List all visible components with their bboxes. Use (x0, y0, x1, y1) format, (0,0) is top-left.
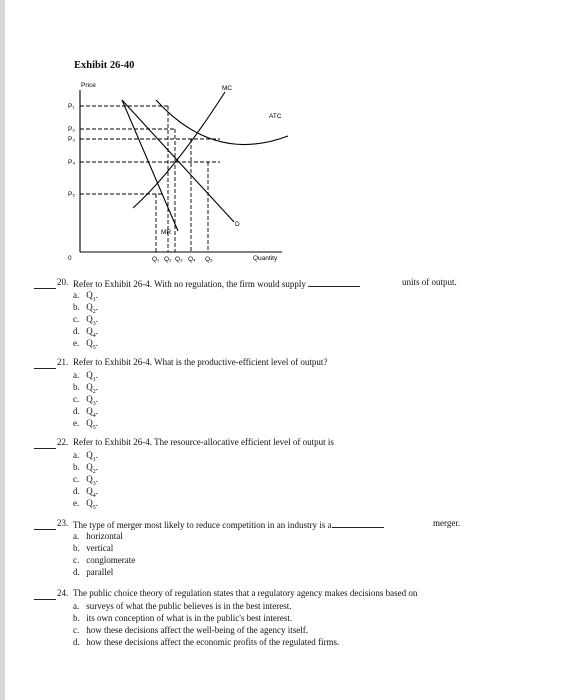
option-e[interactable] (73, 337, 98, 349)
option-text: parallel (86, 567, 114, 577)
option-b[interactable] (73, 461, 98, 473)
option-letter: c. (73, 474, 80, 484)
option-subscript: 1 (92, 456, 96, 463)
option-subscript: 4 (92, 332, 96, 339)
option-period: . (95, 498, 98, 508)
exhibit-graph (60, 76, 290, 266)
option-period: . (95, 450, 98, 460)
origin-label: 0 (68, 255, 72, 262)
option-letter: d. (73, 567, 80, 577)
option-period: . (95, 394, 98, 404)
option-letter: b. (73, 382, 80, 392)
option-letter: a. (73, 290, 80, 300)
option-b[interactable] (73, 612, 339, 624)
question-stem (73, 518, 384, 530)
option-text: Q (86, 314, 93, 324)
price-label-1: P₁ (68, 103, 75, 110)
quantity-label-2: Q₂ (164, 256, 172, 263)
option-b[interactable] (73, 381, 98, 393)
mc-label: MC (222, 85, 233, 92)
option-period: . (95, 326, 98, 336)
option-text: vertical (86, 543, 114, 553)
option-letter: b. (73, 462, 80, 472)
option-subscript: 1 (92, 296, 96, 303)
option-text: Q (86, 474, 93, 484)
option-c[interactable] (73, 313, 98, 325)
option-text: Q (86, 382, 93, 392)
option-letter: e. (73, 418, 80, 428)
option-letter: a. (73, 450, 80, 460)
option-text: how these decisions affect the well-being of the agency itself. (86, 625, 309, 635)
option-subscript: 3 (92, 320, 96, 327)
option-d[interactable] (73, 405, 98, 417)
question-number: 24. (57, 588, 69, 598)
question-stem: The public choice theory of regulation states that a regulatory agency makes decisions based on (73, 588, 418, 598)
option-letter: e. (73, 338, 80, 348)
option-letter: b. (73, 613, 80, 623)
option-a[interactable] (73, 289, 98, 301)
option-a[interactable] (73, 369, 98, 381)
question-stem: Refer to Exhibit 26-4. What is the productive-efficient level of output? (73, 357, 328, 367)
mc-curve (133, 92, 225, 208)
option-subscript: 5 (92, 344, 96, 351)
option-text: Q (86, 486, 93, 496)
fill-in-line[interactable] (308, 277, 360, 287)
exhibit-title: Exhibit 26-40 (74, 60, 135, 71)
option-subscript: 4 (92, 492, 96, 499)
stem-tail: units of output. (402, 277, 457, 287)
option-subscript: 2 (92, 388, 96, 395)
option-period: . (95, 314, 98, 324)
answer-blank[interactable] (34, 529, 56, 530)
fill-in-line[interactable] (332, 518, 384, 528)
option-text: how these decisions affect the economic profits of the regulated firms. (86, 637, 340, 647)
option-text: Q (86, 338, 93, 348)
atc-label: ATC (269, 113, 282, 120)
option-d[interactable] (73, 485, 98, 497)
question-number: 21. (57, 357, 69, 367)
option-text: Q (86, 406, 93, 416)
stem-text: Refer to Exhibit 26-4. With no regulation, the firm would supply (73, 279, 306, 289)
option-subscript: 5 (92, 504, 96, 511)
page-left-edge (0, 0, 5, 700)
option-period: . (95, 418, 98, 428)
option-text: Q (86, 302, 93, 312)
option-period: . (95, 370, 98, 380)
option-period: . (95, 406, 98, 416)
option-letter: b. (73, 543, 80, 553)
option-text: Q (86, 418, 93, 428)
option-d[interactable] (73, 325, 98, 337)
option-list (73, 289, 98, 349)
option-letter: d. (73, 637, 80, 647)
question-number: 22. (57, 437, 69, 447)
quantity-label-3: Q₃ (175, 256, 183, 263)
quantity-label-5: Q₅ (205, 256, 213, 263)
option-text: Q (86, 370, 93, 380)
option-b[interactable] (73, 301, 98, 313)
question-number: 23. (57, 518, 69, 528)
option-letter: a. (73, 531, 80, 541)
option-subscript: 1 (92, 376, 96, 383)
option-text: Q (86, 326, 93, 336)
option-period: . (95, 462, 98, 472)
option-letter: c. (73, 555, 80, 565)
price-label-3: P₃ (68, 136, 75, 143)
option-period: . (95, 290, 98, 300)
mr-curve (122, 100, 178, 231)
answer-blank[interactable] (34, 368, 56, 369)
option-letter: c. (73, 625, 80, 635)
option-text: Q (86, 290, 93, 300)
option-letter: d. (73, 326, 80, 336)
option-text: its own conception of what is in the public's best interest. (86, 613, 293, 623)
x-axis-label: Quantity (253, 255, 278, 262)
y-axis-label: Price (81, 82, 96, 89)
option-text: conglomerate (86, 555, 136, 565)
price-label-4: P₄ (68, 159, 75, 166)
option-letter: c. (73, 314, 80, 324)
option-text: Q (86, 450, 93, 460)
option-subscript: 2 (92, 468, 96, 475)
option-letter: a. (73, 601, 80, 611)
demand-curve (122, 100, 234, 222)
option-letter: d. (73, 486, 80, 496)
demand-label: D (235, 221, 240, 228)
answer-blank[interactable] (34, 599, 56, 600)
option-d[interactable] (73, 566, 135, 578)
option-text: Q (86, 462, 93, 472)
price-label-2: P₂ (68, 126, 75, 133)
option-period: . (95, 474, 98, 484)
option-subscript: 5 (92, 424, 96, 431)
question-number: 20. (57, 277, 69, 287)
option-letter: e. (73, 498, 80, 508)
option-a[interactable] (73, 449, 98, 461)
option-c[interactable] (73, 554, 135, 566)
option-list (73, 369, 98, 429)
option-subscript: 3 (92, 480, 96, 487)
option-subscript: 3 (92, 400, 96, 407)
option-c[interactable] (73, 624, 339, 636)
option-a[interactable] (73, 600, 339, 612)
option-b[interactable] (73, 542, 135, 554)
option-period: . (95, 302, 98, 312)
option-text: Q (86, 394, 93, 404)
option-period: . (95, 486, 98, 496)
option-e[interactable] (73, 417, 98, 429)
question-stem (73, 277, 360, 289)
price-label-5: P₅ (68, 191, 75, 198)
quantity-label-4: Q₄ (188, 256, 196, 263)
option-letter: b. (73, 302, 80, 312)
stem-text: The type of merger most likely to reduce competition in an industry is a (73, 520, 332, 530)
quantity-label-1: Q₁ (152, 256, 160, 263)
question-stem: Refer to Exhibit 26-4. The resource-allocative efficient level of output is (73, 437, 334, 447)
option-text: horizontal (86, 531, 123, 541)
answer-blank[interactable] (34, 448, 56, 449)
option-list (73, 449, 98, 509)
answer-blank[interactable] (34, 288, 56, 289)
option-list (73, 530, 135, 578)
option-list (73, 600, 339, 648)
option-c[interactable] (73, 393, 98, 405)
stem-tail: merger. (433, 518, 461, 528)
option-e[interactable] (73, 497, 98, 509)
option-text: Q (86, 498, 93, 508)
option-letter: c. (73, 394, 80, 404)
option-period: . (95, 338, 98, 348)
option-letter: d. (73, 406, 80, 416)
option-subscript: 4 (92, 412, 96, 419)
atc-curve (156, 100, 288, 145)
option-text: surveys of what the public believes is in the best interest. (86, 601, 292, 611)
option-letter: a. (73, 370, 80, 380)
option-period: . (95, 382, 98, 392)
option-d[interactable] (73, 636, 339, 648)
option-a[interactable] (73, 530, 135, 542)
option-c[interactable] (73, 473, 98, 485)
mr-label: MR (161, 229, 172, 236)
option-subscript: 2 (92, 308, 96, 315)
